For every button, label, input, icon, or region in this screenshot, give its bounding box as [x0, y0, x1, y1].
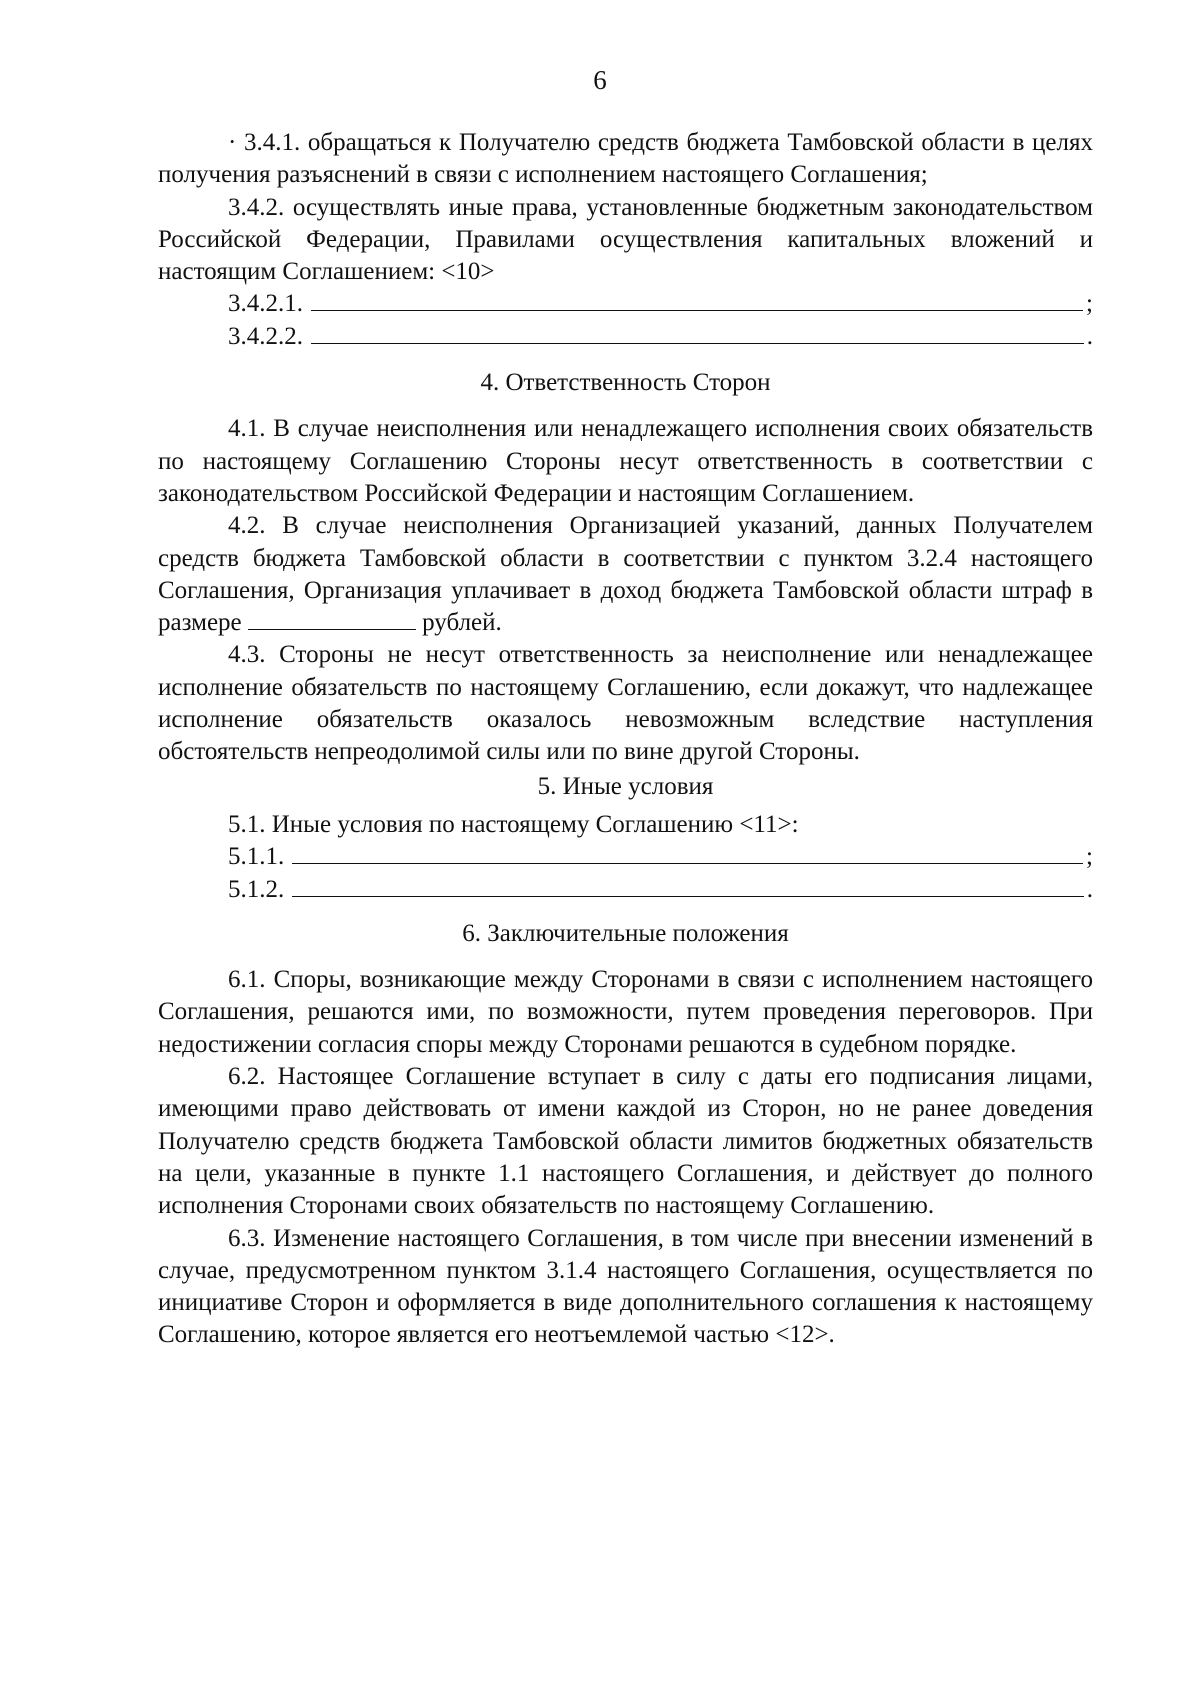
section-4-heading: 4. Ответственность Сторон — [480, 369, 771, 397]
blank-end-mark: ; — [1086, 290, 1093, 318]
section-5-heading: 5. Иные условия — [537, 772, 714, 800]
page-number: 6 — [593, 65, 607, 95]
clause-4-3: 4.3. Стороны не несут ответственность за неисполнение или ненадлежащее исполнение обязательств по настоящему Соглашению, если докажут, что надлежащее исполнение обязательств оказалось невозможным вследствие наступления обстоятельств непреодолимой силы или по вине другой Стороны. — [158, 641, 1093, 766]
clause-4-1: 4.1. В случае неисполнения или ненадлежащего исполнения своих обязательств по настоящему Соглашению Стороны несут ответственность в соответствии с законодательством Российской Федерации и настоящим Соглашением. — [158, 415, 1093, 507]
blank-line-3-4-2-2 — [158, 321, 1093, 353]
blank-line-3-4-2-1 — [158, 288, 1093, 320]
fine-amount-blank — [248, 609, 416, 630]
blank-line-5-1-2 — [158, 874, 1093, 906]
clause-4-2-currency: рублей. — [422, 609, 502, 637]
blank-line-5-1-1 — [158, 841, 1093, 873]
clause-6-2: 6.2. Настоящее Соглашение вступает в силу с даты его подписания лицами, имеющими право действовать от имени каждой из Сторон, но не ранее доведения Получателю средств бюджета Тамбовской области лимитов бюджетных обязательств на цели, указанные в пункте 1.1 настоящего Соглашения, и действует до полного исполнения Сторонами своих обязательств по настоящему Соглашению. — [158, 1063, 1093, 1220]
blank-label: 5.1.1. — [228, 843, 285, 871]
section-6-heading: 6. Заключительные положения — [462, 919, 789, 947]
clause-5-1: 5.1. Иные условия по настоящему Соглашению <11>: — [228, 810, 799, 838]
clause-4-2 — [158, 510, 1093, 639]
clause-6-1: 6.1. Споры, возникающие между Сторонами в связи с исполнением настоящего Соглашения, решаются ими, по возможности, путем проведения переговоров. При недостижении согласия споры между Сторонами решаются в судебном порядке. — [158, 966, 1093, 1058]
clause-4-2-text: 4.2. В случае неисполнения Организацией указаний, данных Получателем средств бюджета Тамбовской области в соответствии с пунктом 3.2.4 настоящего Соглашения, Организация уплачивает в доход бюджета Тамбовской области штраф в размере — [158, 512, 1093, 637]
fill-in-underline — [311, 288, 1083, 311]
blank-label: 3.4.2.2. — [228, 322, 303, 350]
clause-3-4-2: 3.4.2. осуществлять иные права, установленные бюджетным законодательством Российской Федерации, Правилами осуществления капитальных вложений и настоящим Соглашением: <10> — [158, 193, 1093, 286]
blank-label: 5.1.2. — [228, 875, 285, 903]
document-body — [158, 127, 1093, 1352]
clause-3-4-1: · 3.4.1. обращаться к Получателю средств бюджета Тамбовской области в целях получения разъяснений в связи с исполнением настоящего Соглашения; — [158, 129, 1093, 189]
blank-end-mark: ; — [1086, 843, 1093, 871]
fill-in-underline — [292, 874, 1084, 897]
clause-6-3: 6.3. Изменение настоящего Соглашения, в том числе при внесении изменений в случае, предусмотренном пунктом 3.1.4 настоящего Соглашения, осуществляется по инициативе Сторон и оформляется в виде дополнительного соглашения к настоящему Соглашению, которое является его неотъемлемой частью <12>. — [158, 1224, 1093, 1349]
fill-in-underline — [311, 321, 1084, 344]
blank-end-mark: . — [1086, 322, 1093, 350]
blank-end-mark: . — [1086, 875, 1093, 903]
fill-in-underline — [292, 841, 1083, 864]
blank-label: 3.4.2.1. — [228, 290, 303, 318]
